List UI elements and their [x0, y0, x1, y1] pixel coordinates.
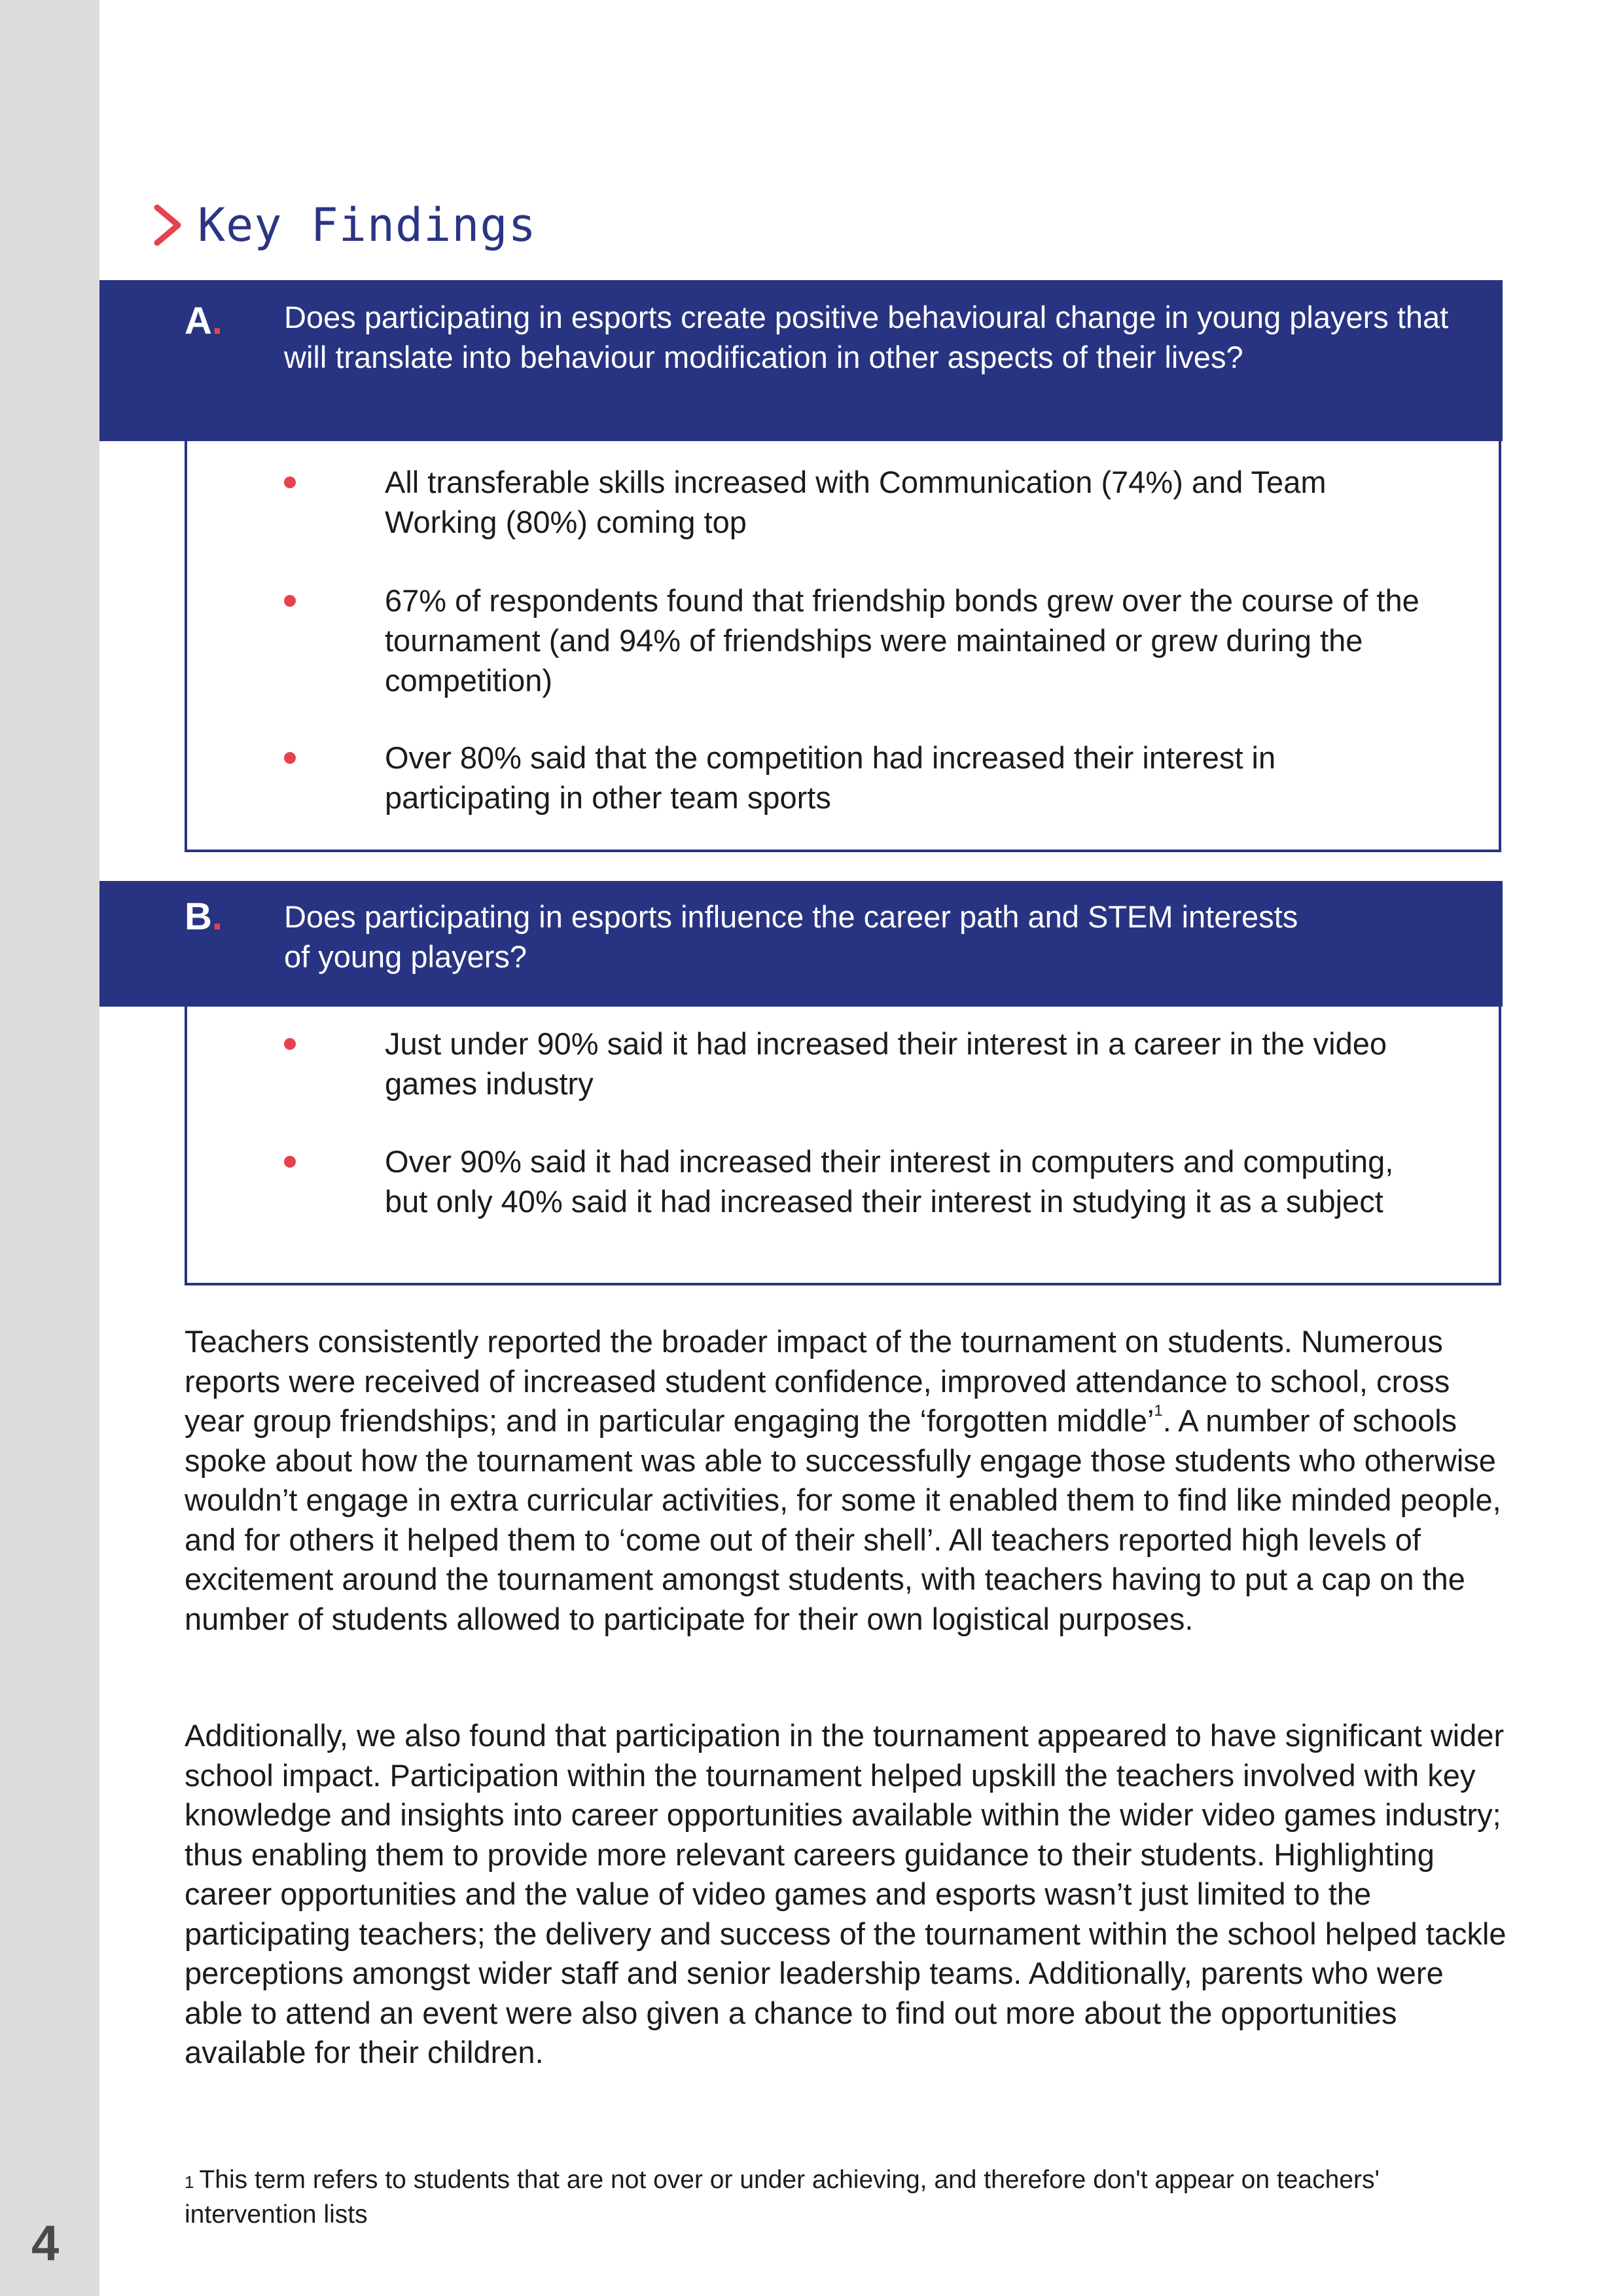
list-item-text: Over 80% said that the competition had increased their interest in participating in other team sports: [385, 740, 1276, 815]
footnote-marker: 1: [1154, 1402, 1163, 1420]
list-item-text: Over 90% said it had increased their interest in computers and computing, but only 40% said it had increased their interest in studying it as a subject: [385, 1144, 1394, 1219]
chevron-right-icon: [149, 202, 188, 248]
list-item-text: All transferable skills increased with Communication (74%) and Team Working (80%) coming top: [385, 465, 1327, 539]
body-paragraph-2: Additionally, we also found that participation in the tournament appeared to have significant wider school impact. Participation within the tournament helped upskill the teachers involved with key knowledge and insights into career opportunities available within the wider video games industry; thus enabling them to provide more relevant careers guidance to their students. Highlighting career opportunities and the value of video games and esports wasn’t just limited to the participating teachers; the delivery and success of the tournament within the school helped tackle perceptions amongst wider staff and senior leadership teams. Additionally, parents who were able to attend an event were also given a chance to find out more about the opportunities available for their children.: [185, 1718, 1507, 2070]
question-text-a: Does participating in esports create positive behavioural change in young players that will translate into behaviour modification in other aspects of their lives?: [284, 300, 1449, 374]
body-paragraph-1: Teachers consistently reported the broader impact of the tournament on students. Numerous reports were received of increased student confidence, improved attendance to school, cross year group friendships; and in particular engaging the ‘forgotten middle’$^1$. A number of schools spoke about how the tournament was able to successfully engage those students who otherwise wouldn’t engage in extra curricular activities, for some it enabled them to find like minded people, and for others it helped them to ‘come out of their shell’. All teachers reported high levels of excitement around the tournament amongst students, with teachers having to put a cap on the number of students allowed to participate for their own logistical purposes.: [185, 1324, 1501, 1636]
bullet-dot: [284, 476, 296, 488]
list-item-text: Just under 90% said it had increased their interest in a career in the video games industry: [385, 1026, 1387, 1101]
list-item-text: 67% of respondents found that friendship bonds grew over the course of the tournament (and 94% of friendships were maintained or grew during the competition): [385, 583, 1419, 698]
bullet-dot: [284, 1038, 296, 1050]
findings-box-b: [185, 1007, 1501, 1285]
question-band-b: [99, 881, 1503, 1007]
bullet-dot: [284, 595, 296, 607]
question-letter-b: B.: [185, 895, 223, 938]
question-letter-a: A.: [185, 300, 223, 342]
side-strip: [0, 0, 99, 2296]
section-heading: [149, 194, 537, 257]
bullet-dot: [284, 752, 296, 764]
page-title: Key Findings: [198, 198, 537, 252]
findings-box-a: [185, 441, 1501, 852]
question-text-b: Does participating in esports influence the career path and STEM interests of young players?: [284, 899, 1298, 974]
question-band-a: [99, 280, 1503, 441]
bullet-dot: [284, 1156, 296, 1168]
page-number: 4: [31, 2215, 60, 2271]
footnote: 1 This term refers to students that are not over or under achieving, and therefore don't appear on teachers' intervention lists: [185, 2166, 1380, 2229]
